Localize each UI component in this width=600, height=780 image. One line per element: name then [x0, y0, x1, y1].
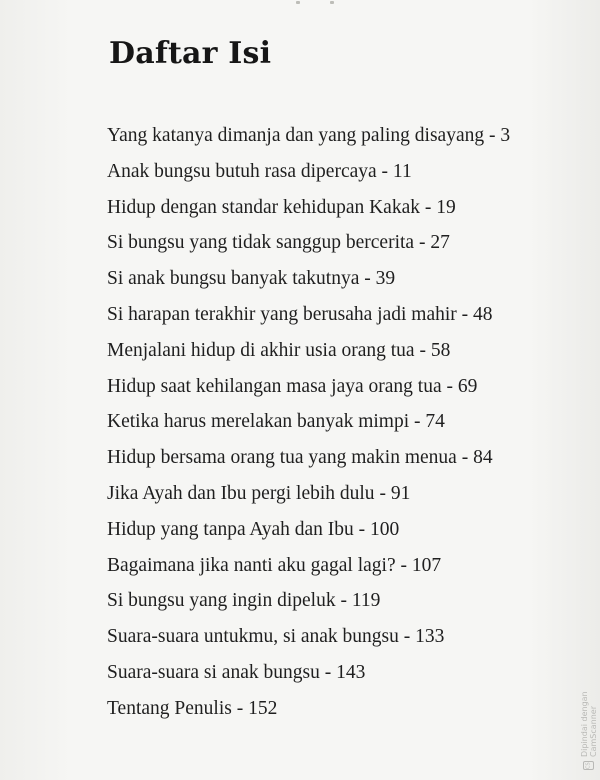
toc-entry-page-number: 100 — [370, 518, 400, 540]
toc-entry — [107, 336, 510, 372]
toc-entry-title: Jika Ayah dan Ibu pergi lebih dulu — [107, 482, 375, 504]
toc-entry-title: Hidup dengan standar kehidupan Kakak — [107, 196, 420, 218]
toc-entry-page-number: 58 — [430, 339, 451, 361]
toc-entry-page-number: 48 — [473, 303, 493, 325]
toc-entry-title: Menjalani hidup di akhir usia orang tua — [107, 339, 415, 361]
camscanner-watermark — [582, 660, 596, 770]
toc-entry-title: Si harapan terakhir yang berusaha jadi mahir — [107, 303, 457, 325]
toc-entry-separator: - — [420, 196, 437, 218]
toc-entry — [107, 443, 510, 479]
toc-entry-separator: - — [319, 661, 337, 683]
scan-mark — [330, 1, 334, 4]
toc-entry — [107, 551, 510, 587]
toc-entry-separator: - — [231, 697, 249, 719]
toc-entry — [107, 479, 510, 515]
page-title: Daftar Isi — [109, 36, 272, 71]
toc-entry-separator: - — [414, 232, 431, 254]
toc-entry-page-number: 143 — [336, 661, 366, 683]
toc-entry-page-number: 152 — [248, 697, 278, 719]
toc-entry-page-number: 74 — [425, 411, 445, 433]
toc-entry-separator: - — [441, 375, 458, 397]
toc-entry-title: Suara-suara si anak bungsu — [107, 661, 320, 683]
toc-entry-separator: - — [374, 482, 391, 504]
watermark-text: Dipindai dengan CamScanner — [580, 691, 598, 757]
toc-entry-separator: - — [395, 554, 412, 576]
toc-entry-title: Ketika harus merelakan banyak mimpi — [107, 411, 410, 433]
scan-mark — [296, 1, 300, 4]
camscanner-logo-icon: CS — [584, 761, 595, 770]
toc-entry-title: Anak bungsu butuh rasa dipercaya — [107, 160, 377, 182]
toc-entry — [107, 694, 510, 730]
toc-entry-page-number: 91 — [390, 482, 411, 504]
toc-entry — [107, 372, 510, 408]
toc-entry — [107, 121, 510, 157]
toc-entry-page-number: 27 — [430, 232, 450, 254]
toc-entry — [107, 228, 510, 264]
toc-entry-title: Si bungsu yang tidak sanggup bercerita — [107, 232, 415, 254]
toc-entry-page-number: 39 — [375, 268, 396, 290]
toc-entry-page-number: 3 — [500, 125, 511, 146]
toc-entry-separator: - — [335, 590, 352, 612]
toc-entry — [107, 300, 510, 336]
toc-entry — [107, 193, 510, 229]
toc-entry-page-number: 107 — [411, 554, 442, 576]
toc-entry-page-number: 69 — [457, 375, 478, 397]
toc-entry — [107, 157, 510, 193]
toc-entry — [107, 407, 510, 443]
toc-entry-title: Si bungsu yang ingin dipeluk — [107, 590, 336, 612]
page-top-edge — [0, 0, 600, 8]
toc-entry-page-number: 84 — [473, 447, 493, 469]
toc-entry-separator: - — [353, 518, 371, 540]
toc-entry-separator: - — [484, 125, 501, 146]
toc-entry-page-number: 119 — [351, 590, 381, 612]
toc-entry — [107, 622, 510, 658]
toc-entry-page-number: 19 — [436, 196, 456, 218]
toc-entry — [107, 264, 510, 300]
toc-entry-separator: - — [398, 626, 416, 648]
toc-entry-title: Tentang Penulis — [107, 697, 232, 719]
table-of-contents — [107, 121, 510, 730]
toc-entry-separator: - — [456, 447, 474, 469]
toc-entry-page-number: 133 — [415, 626, 445, 648]
toc-entry-title: Suara-suara untukmu, si anak bungsu — [107, 626, 399, 648]
toc-entry-title: Yang katanya dimanja dan yang paling disayang — [107, 125, 485, 146]
toc-entry-title: Hidup saat kehilangan masa jaya orang tua — [107, 375, 442, 397]
toc-entry-separator: - — [376, 160, 393, 182]
toc-entry-page-number: 11 — [392, 160, 412, 182]
toc-entry-separator: - — [409, 411, 426, 433]
toc-entry — [107, 515, 510, 551]
toc-entry-title: Bagaimana jika nanti aku gagal lagi? — [107, 554, 396, 576]
toc-entry — [107, 658, 510, 694]
toc-entry-separator: - — [456, 303, 474, 325]
toc-entry-separator: - — [414, 339, 431, 361]
toc-entry-separator: - — [359, 268, 376, 290]
toc-entry-title: Hidup yang tanpa Ayah dan Ibu — [107, 518, 354, 540]
toc-entry — [107, 586, 510, 622]
toc-entry-title: Hidup bersama orang tua yang makin menua — [107, 447, 457, 469]
toc-entry-title: Si anak bungsu banyak takutnya — [107, 268, 360, 290]
